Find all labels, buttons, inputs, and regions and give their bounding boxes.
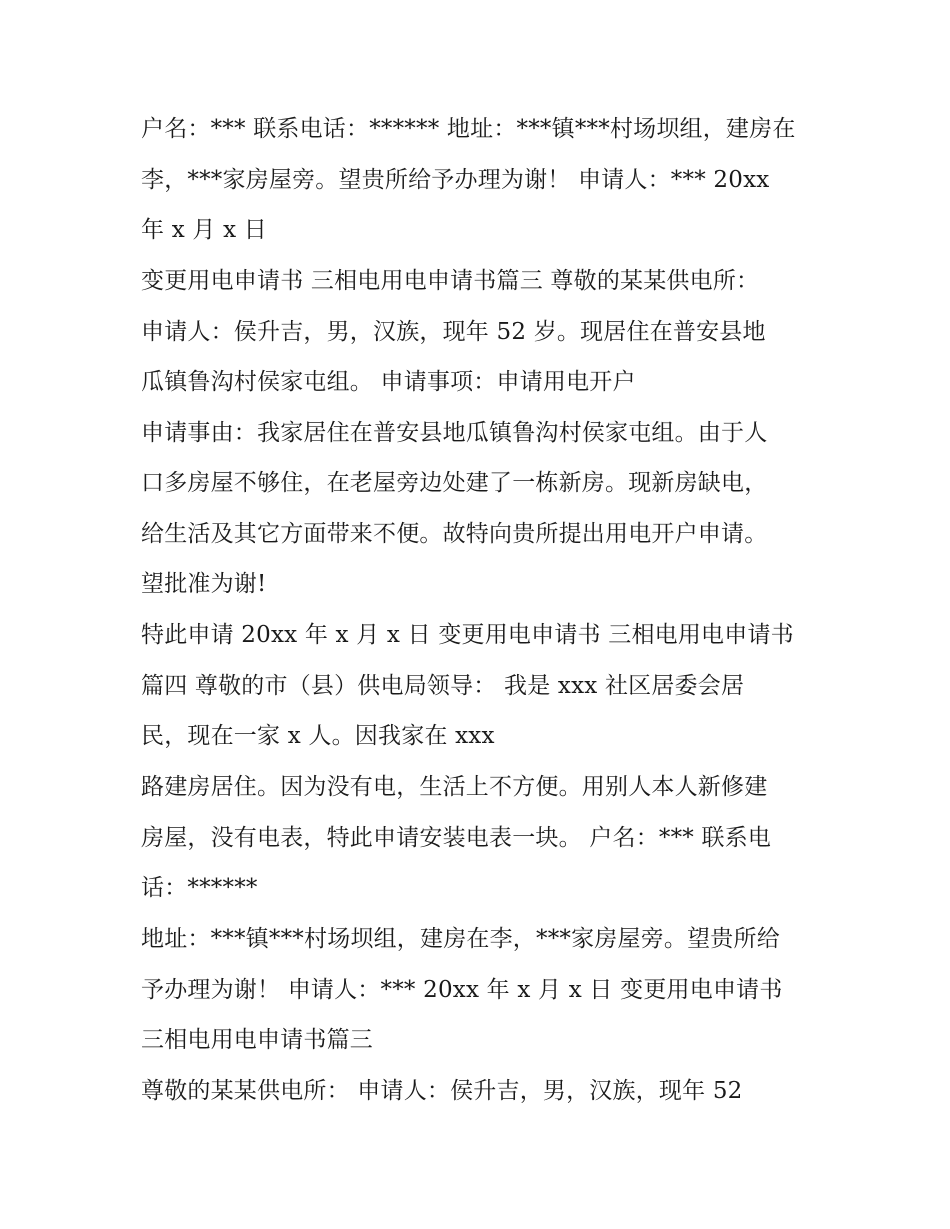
text-line: 年 x 月 x 日 — [141, 217, 267, 243]
text-line: 尊敬的某某供电所： 申请人：侯升吉，男，汉族，现年 52 — [141, 1078, 743, 1104]
text-line: 瓜镇鲁沟村侯家屯组。 申请事项：申请用电开户 — [141, 369, 636, 395]
text-line: 望批准为谢! — [141, 571, 267, 597]
text-line: 话：****** — [141, 875, 258, 901]
text-line: 予办理为谢！ 申请人：*** 20xx 年 x 月 x 日 变更用电申请书 — [141, 977, 783, 1003]
text-line: 申请人：侯升吉，男，汉族，现年 52 岁。现居住在普安县地 — [141, 319, 766, 345]
text-line: 特此申请 20xx 年 x 月 x 日 变更用电申请书 三相电用电申请书 — [141, 622, 794, 648]
text-line: 地址：***镇***村场坝组，建房在李，***家房屋旁。望贵所给 — [141, 926, 780, 952]
text-line: 申请事由：我家居住在普安县地瓜镇鲁沟村侯家屯组。由于人 — [141, 420, 768, 446]
text-line: 李，***家房屋旁。望贵所给予办理为谢！ 申请人：*** 20xx — [141, 167, 770, 193]
text-line: 民，现在一家 x 人。因我家在 xxx — [141, 723, 495, 749]
text-line: 给生活及其它方面带来不便。故特向贵所提出用电开户申请。 — [141, 521, 768, 547]
text-line: 变更用电申请书 三相电用电申请书篇三 尊敬的某某供电所： — [141, 268, 760, 294]
text-line: 口多房屋不够住，在老屋旁边处建了一栋新房。现新房缺电， — [141, 470, 768, 496]
text-line: 三相电用电申请书篇三 — [141, 1027, 373, 1053]
text-line: 篇四 尊敬的市（县）供电局领导： 我是 xxx 社区居委会居 — [141, 673, 745, 699]
text-line: 户名：*** 联系电话：****** 地址：***镇***村场坝组，建房在 — [141, 116, 796, 142]
text-line: 房屋，没有电表，特此申请安装电表一块。 户名：*** 联系电 — [141, 825, 772, 851]
text-line: 路建房居住。因为没有电，生活上不方便。用别人本人新修建 — [141, 774, 768, 800]
